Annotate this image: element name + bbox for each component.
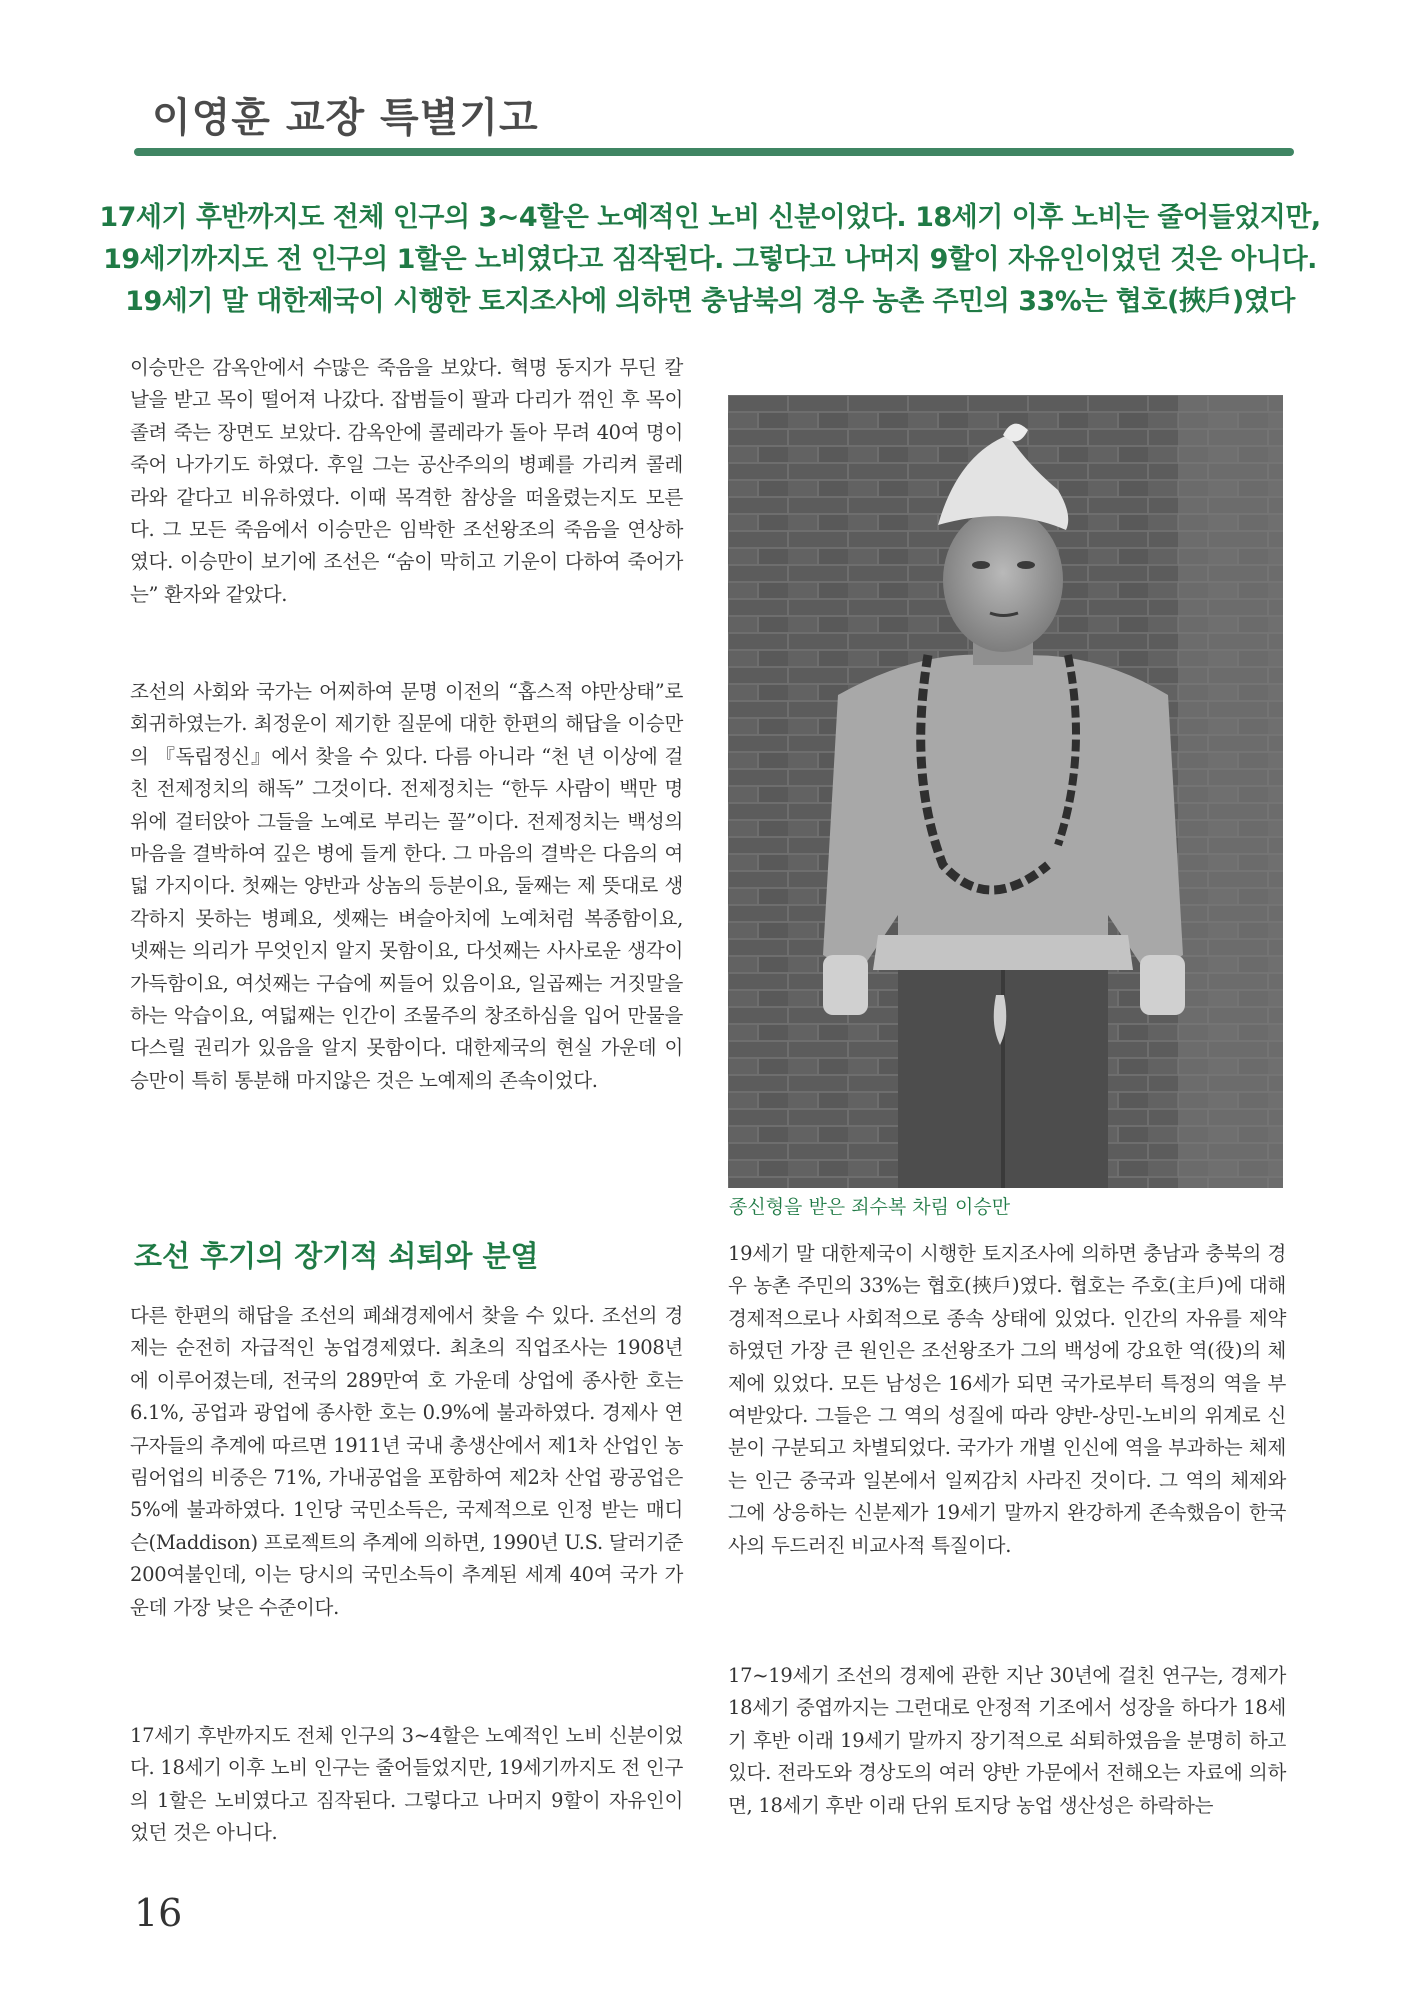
left-paragraph-3 [130, 1300, 683, 1624]
headline-line-3: 19세기 말 대한제국이 시행한 토지조사에 의하면 충남북의 경우 농촌 주민의 33%는 협호(挾戶)였다 [125, 286, 1295, 317]
left-paragraph-3-text: 다른 한편의 해답을 조선의 폐쇄경제에서 찾을 수 있다. 조선의 경제는 순전히 자급적인 농업경제였다. 최초의 직업조사는 1908년에 이루어졌는데, 전국의 289만여 호 가운데 상업에 종사한 호는 6.1%, 공업과 광업에 종사한 호는 0.9%에 불과하였다. 경제사 연구자들의 추계에 따르면 1911년 국내 총생산에서 제1차 산업인 농림어업의 비중은 71%, 가내공업을 포함하여 제2차 산업 광공업은 5%에 불과하였다. 1인당 국민소득은, 국제적으로 인정 받는 매디슨(Maddison) 프로젝트의 추계에 의하면, 1990년 U.S. 달러기준 200여불인데, 이는 당시의 국민소득이 추계된 세계 40여 국가 가운데 가장 낮은 수준이다. [130, 1304, 683, 1619]
headline-line-2: 19세기까지도 전 인구의 1할은 노비였다고 짐작된다. 그렇다고 나머지 9할이 자유인이었던 것은 아니다. [103, 244, 1317, 275]
section-heading: 조선 후기의 장기적 쇠퇴와 분열 [134, 1239, 539, 1273]
left-paragraph-1 [130, 352, 683, 611]
headline-block [80, 197, 1340, 323]
right-paragraph-1 [728, 1238, 1286, 1562]
headline-line-1: 17세기 후반까지도 전체 인구의 3~4할은 노예적인 노비 신분이었다. 18세기 이후 노비는 줄어들었지만, [99, 202, 1321, 233]
photo-caption: 종신형을 받은 죄수복 차림 이승만 [729, 1196, 1011, 1218]
right-paragraph-1-text: 19세기 말 대한제국이 시행한 토지조사에 의하면 충남과 충북의 경우 농촌 주민의 33%는 협호(挾戶)였다. 협호는 주호(主戶)에 대해 경제적으로나 사회적으로 종속 상태에 있었다. 인간의 자유를 제약하였던 가장 큰 원인은 조선왕조가 그의 백성에 강요한 역(役)의 체제에 있었다. 모든 남성은 16세가 되면 국가로부터 특정의 역을 부여받았다. 그들은 그 역의 성질에 따라 양반-상민-노비의 위계로 신분이 구분되고 차별되었다. 국가가 개별 인신에 역을 부과하는 체제는 인근 중국과 일본에서 일찌감치 사라진 것이다. 그 역의 체제와 그에 상응하는 신분제가 19세기 말까지 완강하게 존속했음이 한국사의 두드러진 비교사적 특질이다. [728, 1242, 1286, 1557]
page-header-title: 이영훈 교장 특별기고 [152, 95, 539, 141]
page-number: 16 [134, 1891, 183, 1935]
left-paragraph-4 [130, 1720, 683, 1850]
photo-illustration [728, 395, 1283, 1188]
left-paragraph-1-text: 이승만은 감옥안에서 수많은 죽음을 보았다. 혁명 동지가 무딘 칼날을 받고 목이 떨어져 나갔다. 잡범들이 팔과 다리가 꺾인 후 목이 졸려 죽는 장면도 보았다. 감옥안에 콜레라가 돌아 무려 40여 명이 죽어 나가기도 하였다. 후일 그는 공산주의의 병폐를 가리켜 콜레라와 같다고 비유하였다. 이때 목격한 참상을 떠올렸는지도 모른다. 그 모든 죽음에서 이승만은 임박한 조선왕조의 죽음을 연상하였다. 이승만이 보기에 조선은 “숨이 막히고 기운이 다하여 죽어가는” 환자와 같았다. [130, 356, 683, 606]
right-paragraph-2 [728, 1660, 1286, 1822]
right-paragraph-2-text: 17~19세기 조선의 경제에 관한 지난 30년에 걸친 연구는, 경제가 18세기 중엽까지는 그런대로 안정적 기조에서 성장을 하다가 18세기 후반 이래 19세기 말까지 장기적으로 쇠퇴하였음을 분명히 하고 있다. 전라도와 경상도의 여러 양반 가문에서 전해오는 자료에 의하면, 18세기 후반 이래 단위 토지당 농업 생산성은 하락하는 [728, 1664, 1286, 1817]
prisoner-photo [728, 395, 1283, 1188]
left-paragraph-4-text: 17세기 후반까지도 전체 인구의 3~4할은 노예적인 노비 신분이었다. 18세기 이후 노비 인구는 줄어들었지만, 19세기까지도 전 인구의 1할은 노비였다고 짐작된다. 그렇다고 나머지 9할이 자유인이었던 것은 아니다. [130, 1724, 683, 1845]
header-divider [134, 148, 1294, 156]
left-paragraph-2 [130, 676, 683, 1097]
left-paragraph-2-text: 조선의 사회와 국가는 어찌하여 문명 이전의 “홉스적 야만상태”로 회귀하였는가. 최정운이 제기한 질문에 대한 한편의 해답을 이승만의 『독립정신』에서 찾을 수 있다. 다름 아니라 “천 년 이상에 걸친 전제정치의 해독” 그것이다. 전제정치는 “한두 사람이 백만 명 위에 걸터앉아 그들을 노예로 부리는 꼴”이다. 전제정치는 백성의 마음을 결박하여 깊은 병에 들게 한다. 그 마음의 결박은 다음의 여덟 가지이다. 첫째는 양반과 상놈의 등분이요, 둘째는 제 뜻대로 생각하지 못하는 병폐요, 셋째는 벼슬아치에 노예처럼 복종함이요, 넷째는 의리가 무엇인지 알지 못함이요, 다섯째는 사사로운 생각이 가득함이요, 여섯째는 구습에 찌들어 있음이요, 일곱째는 거짓말을 하는 악습이요, 여덟째는 인간이 조물주의 창조하심을 입어 만물을 다스릴 권리가 있음을 알지 못함이다. 대한제국의 현실 가운데 이승만이 특히 통분해 마지않은 것은 노예제의 존속이었다. [130, 680, 683, 1092]
